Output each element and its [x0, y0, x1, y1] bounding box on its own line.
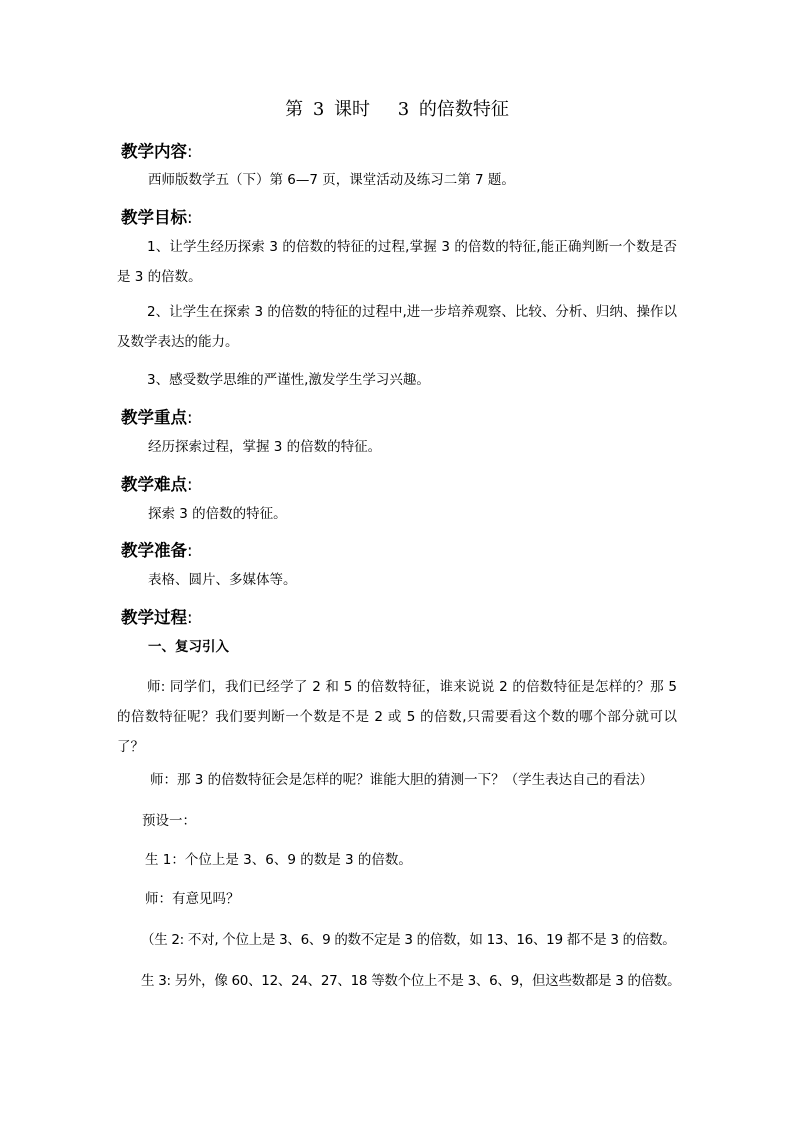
- process-paragraph-6: （生 2: 不对, 个位上是 3、6、9 的数不定是 3 的倍数，如 13、16、19 都不是 3 的倍数。: [141, 932, 676, 948]
- heading-goals: [121, 207, 193, 229]
- process-paragraph-4: 生 1：个位上是 3、6、9 的数是 3 的倍数。: [145, 852, 412, 868]
- heading-colon: :: [187, 142, 193, 161]
- heading-prep: [121, 540, 193, 562]
- heading-prep-label: 教学准备: [121, 541, 187, 560]
- process-paragraph-5: 师：有意见吗？: [145, 891, 240, 907]
- heading-colon: :: [187, 475, 193, 494]
- process-subheading: 一、复习引入: [148, 639, 229, 655]
- page-title: 第 3 课时 3 的倍数特征: [285, 99, 509, 120]
- heading-colon: :: [187, 541, 193, 560]
- heading-difficulty: [121, 474, 193, 496]
- heading-colon: :: [187, 408, 193, 427]
- process-paragraph-1: 师: 同学们，我们已经学了 2 和 5 的倍数特征，谁来说说 2 的倍数特征是怎样的？那 5 的倍数特征呢？我们要判断一个数是不是 2 或 5 的倍数,只需要看这个数的哪个部分就可以了？: [117, 679, 677, 755]
- goal-item-2: 2、让学生在探索 3 的倍数的特征的过程中,进一步培养观察、比较、分析、归纳、操作以及数学表达的能力。: [117, 304, 677, 350]
- heading-key: [121, 407, 193, 429]
- heading-content-label: 教学内容: [121, 142, 187, 161]
- goal-item-1: 1、让学生经历探索 3 的倍数的特征的过程,掌握 3 的倍数的特征,能正确判断一个数是否是 3 的倍数。: [117, 239, 677, 285]
- heading-colon: :: [187, 208, 193, 227]
- process-paragraph-2: 师：那 3 的倍数特征会是怎样的呢？谁能大胆的猜测一下？（学生表达自己的看法）: [150, 772, 654, 788]
- heading-goals-label: 教学目标: [121, 208, 187, 227]
- goal-item-3: 3、感受数学思维的严谨性,激发学生学习兴趣。: [147, 372, 430, 388]
- heading-process-label: 教学过程: [121, 608, 187, 627]
- heading-key-label: 教学重点: [121, 408, 187, 427]
- key-text: 经历探索过程，掌握 3 的倍数的特征。: [148, 439, 382, 455]
- process-paragraph-3: 预设一：: [142, 813, 196, 829]
- difficulty-text: 探索 3 的倍数的特征。: [148, 506, 287, 522]
- content-text: 西师版数学五（下）第 6—7 页，课堂活动及练习二第 7 题。: [148, 172, 515, 188]
- heading-colon: :: [187, 608, 193, 627]
- heading-process: [121, 607, 193, 629]
- process-paragraph-7: 生 3: 另外，像 60、12、24、27、18 等数个位上不是 3、6、9，但这些数都是 3 的倍数。: [141, 973, 681, 989]
- heading-difficulty-label: 教学难点: [121, 475, 187, 494]
- heading-content: [121, 141, 193, 163]
- prep-text: 表格、圆片、多媒体等。: [148, 572, 297, 588]
